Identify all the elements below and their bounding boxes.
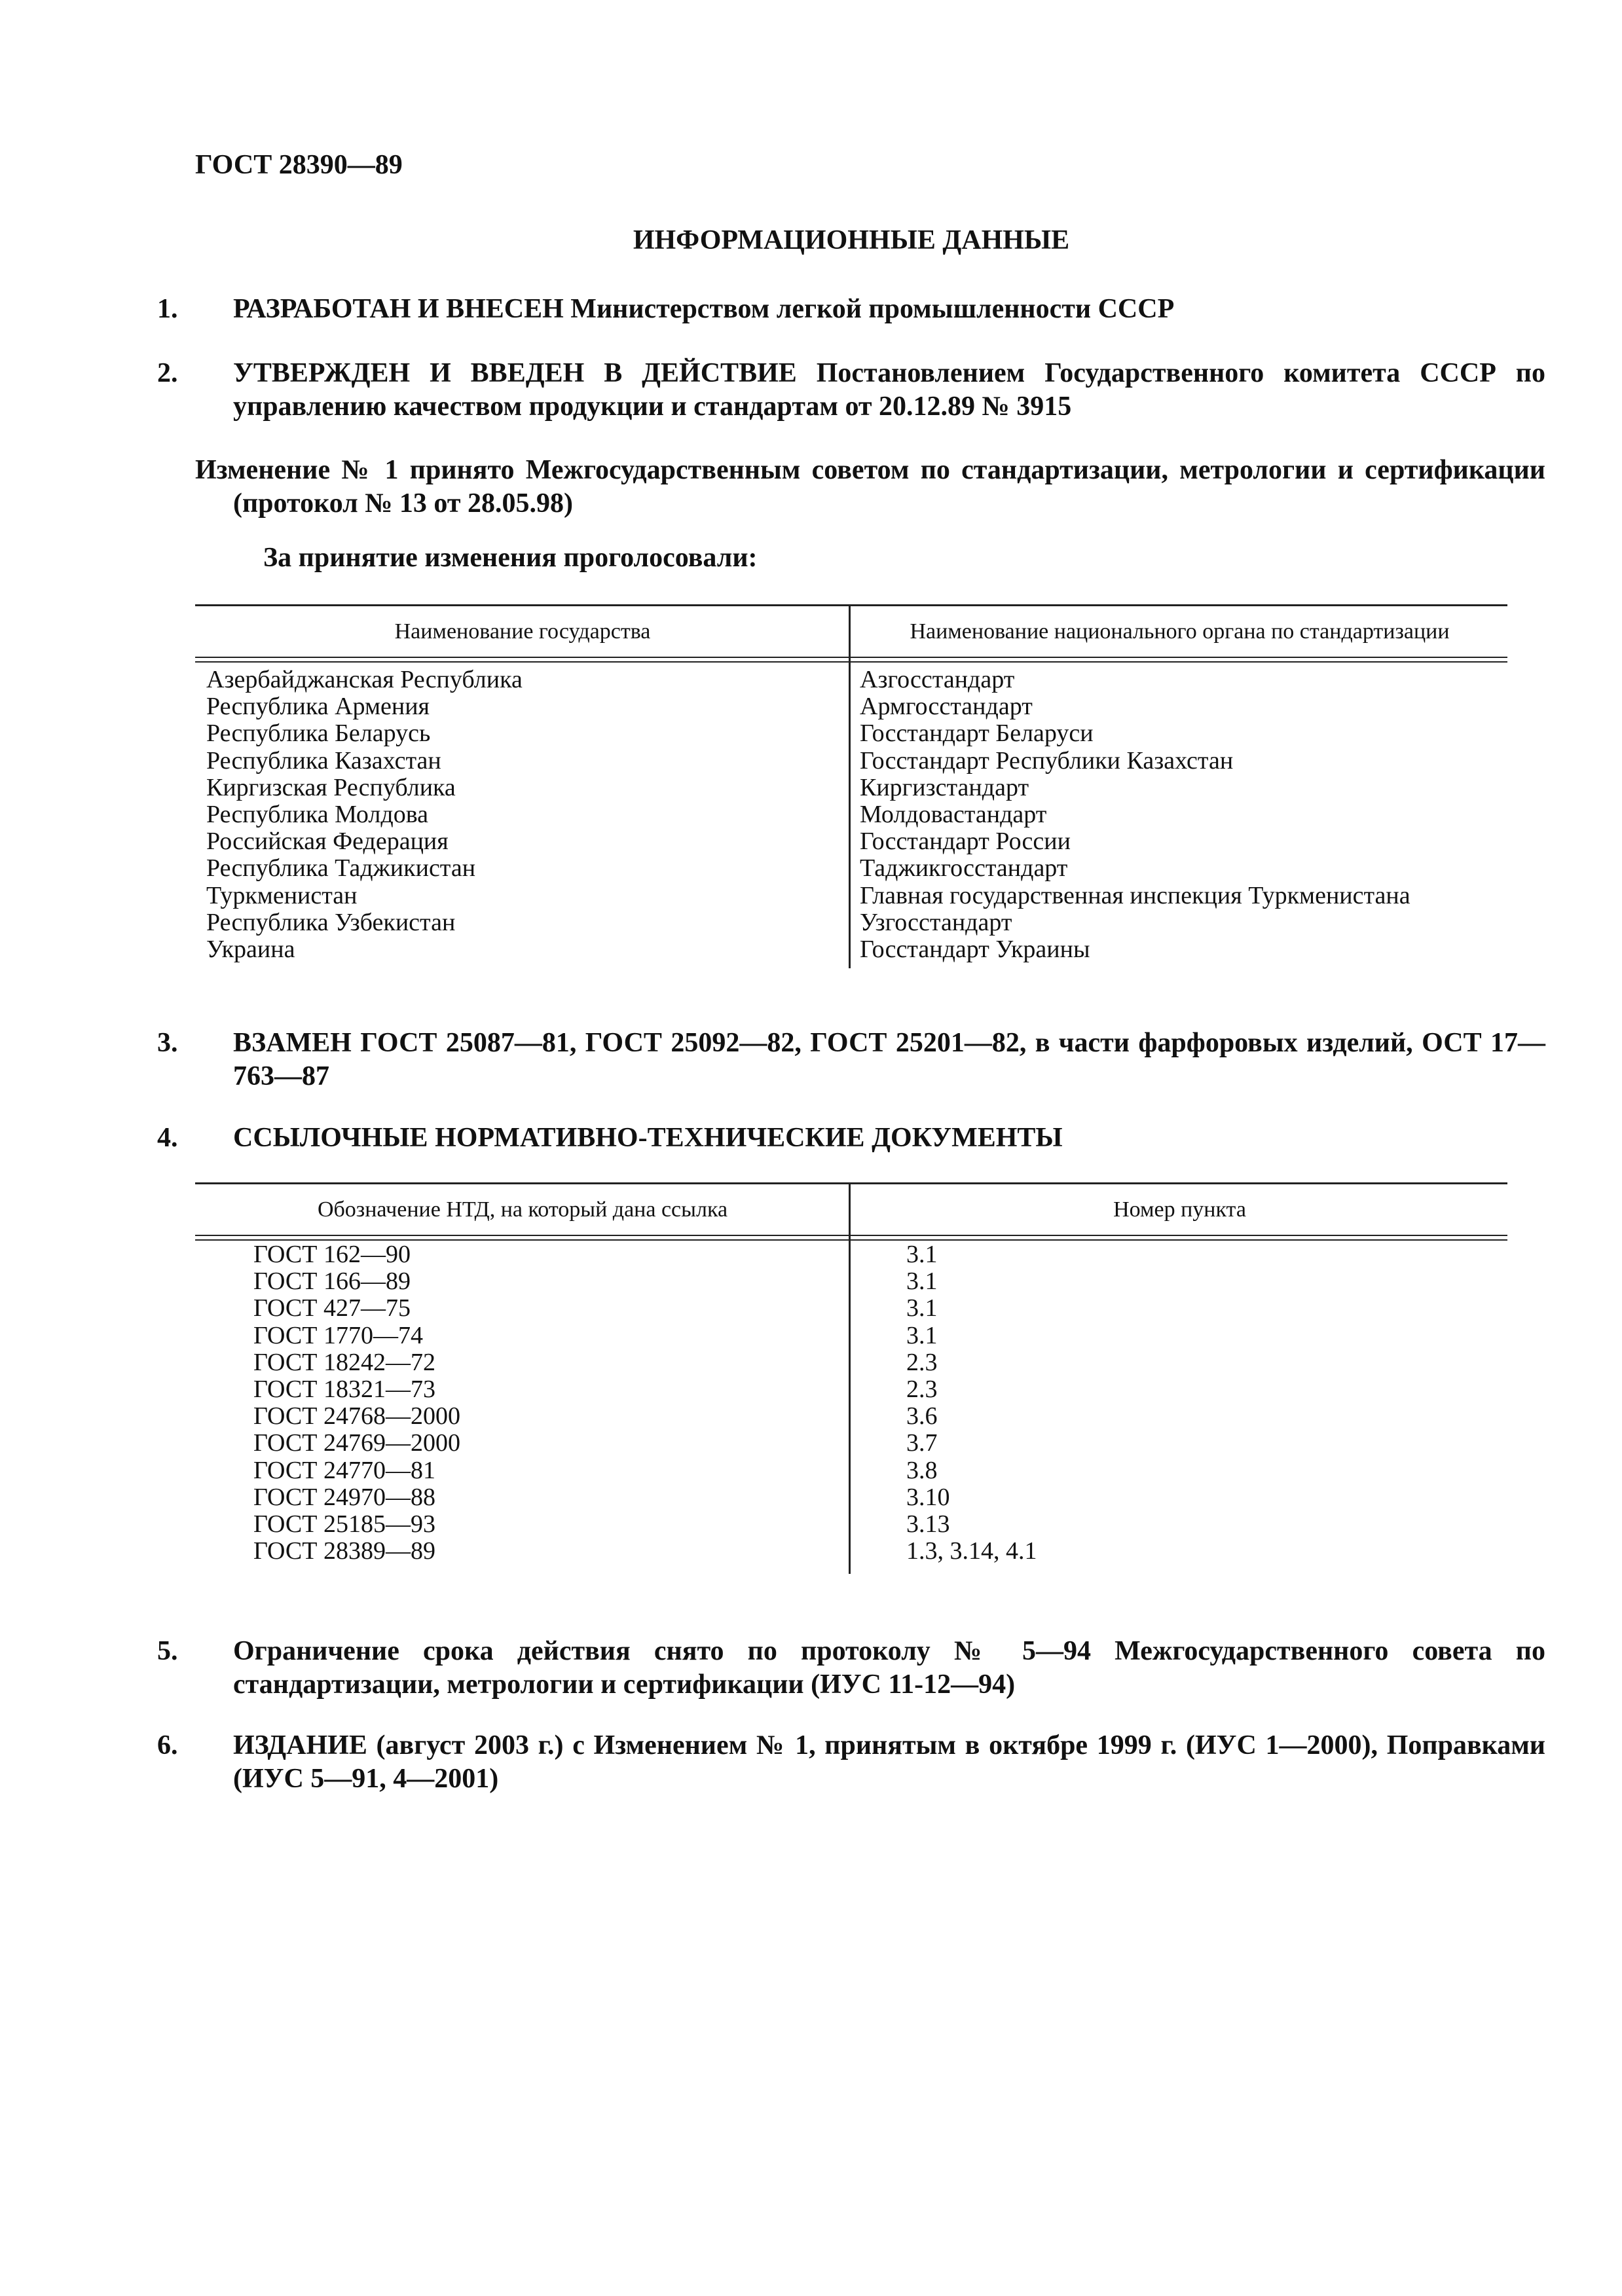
- states-header-state: Наименование государства: [394, 619, 651, 644]
- ref-document-cell: ГОСТ 166—89: [253, 1267, 411, 1296]
- item-5-text: Ограничение срока действия снято по протоколу № 5—94 Межгосударственного совета по стандартизации, метрологии и сертификации (ИУС 11-12—94): [233, 1636, 1545, 1700]
- states-header-body: Наименование национального органа по стандартизации: [910, 619, 1450, 644]
- states-column-body: [860, 666, 1410, 963]
- states-table-divider: [849, 604, 851, 968]
- ref-document-cell: ГОСТ 162—90: [253, 1241, 411, 1268]
- ref-clause-cell: 1.3, 3.14, 4.1: [906, 1537, 1037, 1565]
- refs-table-divider: [849, 1182, 851, 1574]
- ref-clause-cell: 3.6: [906, 1402, 938, 1430]
- state-name-cell: Республика Казахстан: [206, 746, 441, 774]
- state-name-cell: Республика Армения: [206, 693, 430, 721]
- standards-body-cell: Госстандарт Республики Казахстан: [860, 746, 1234, 774]
- item-3: [157, 1027, 1545, 1093]
- ref-document-cell: ГОСТ 24768—2000: [253, 1402, 460, 1430]
- item-4-text: ССЫЛОЧНЫЕ НОРМАТИВНО-ТЕХНИЧЕСКИЕ ДОКУМЕНТЫ: [233, 1123, 1063, 1153]
- refs-column-clause: [906, 1241, 1037, 1565]
- ref-document-cell: ГОСТ 28389—89: [253, 1537, 435, 1565]
- state-name-cell: Республика Беларусь: [206, 720, 431, 748]
- ref-clause-cell: 3.13: [906, 1510, 950, 1539]
- ref-clause-cell: 3.1: [906, 1241, 938, 1268]
- state-name-cell: Туркменистан: [206, 881, 358, 909]
- item-3-number: 3.: [157, 1028, 178, 1058]
- item-6-number: 6.: [157, 1730, 178, 1760]
- ref-clause-cell: 3.8: [906, 1456, 938, 1484]
- ref-document-cell: ГОСТ 427—75: [253, 1294, 411, 1322]
- ref-clause-cell: 3.10: [906, 1483, 950, 1511]
- standards-body-cell: Главная государственная инспекция Туркменистана: [860, 881, 1410, 909]
- refs-column-doc: [253, 1241, 460, 1565]
- item-6: [157, 1729, 1545, 1796]
- document-number: ГОСТ 28390—89: [195, 150, 403, 180]
- refs-table-header-rule-1: [195, 1235, 1507, 1236]
- ref-clause-cell: 3.1: [906, 1321, 938, 1349]
- states-column-state: [206, 666, 523, 963]
- item-4-number: 4.: [157, 1123, 178, 1153]
- item-2-number: 2.: [157, 358, 178, 388]
- item-5: [157, 1635, 1545, 1702]
- item-1-text: РАЗРАБОТАН И ВНЕСЕН Министерством легкой промышленности СССР: [233, 294, 1175, 324]
- ref-clause-cell: 2.3: [906, 1376, 938, 1404]
- refs-header-clause: Номер пункта: [1113, 1197, 1246, 1222]
- item-4: [157, 1121, 1545, 1155]
- ref-document-cell: ГОСТ 24770—81: [253, 1456, 435, 1484]
- standards-body-cell: Армгосстандарт: [860, 693, 1033, 721]
- ref-clause-cell: 3.7: [906, 1429, 938, 1457]
- ref-document-cell: ГОСТ 18321—73: [253, 1376, 435, 1404]
- state-name-cell: Республика Молдова: [206, 801, 429, 829]
- ref-clause-cell: 3.1: [906, 1294, 938, 1322]
- state-name-cell: Азербайджанская Республика: [206, 666, 523, 693]
- ref-document-cell: ГОСТ 1770—74: [253, 1321, 423, 1349]
- ref-clause-cell: 3.1: [906, 1267, 938, 1296]
- states-table-header-rule-2: [195, 661, 1507, 663]
- states-table-header-rule-1: [195, 657, 1507, 658]
- state-name-cell: Республика Узбекистан: [206, 908, 456, 936]
- state-name-cell: Российская Федерация: [206, 828, 449, 856]
- refs-table-top-rule: [195, 1182, 1507, 1184]
- standards-body-cell: Таджикгосстандарт: [860, 854, 1068, 883]
- item-6-text: ИЗДАНИЕ (август 2003 г.) с Изменением № 1, принятым в октябре 1999 г. (ИУС 1—2000), Поправками (ИУС 5—91, 4—2001): [233, 1730, 1545, 1794]
- item-1: [157, 293, 1545, 326]
- state-name-cell: Киргизская Республика: [206, 773, 456, 801]
- refs-header-doc: Обозначение НТД, на который дана ссылка: [317, 1197, 728, 1222]
- standards-body-cell: Госстандарт Украины: [860, 936, 1090, 964]
- ref-document-cell: ГОСТ 18242—72: [253, 1348, 435, 1376]
- state-name-cell: Республика Таджикистан: [206, 854, 476, 883]
- states-table-top-rule: [195, 604, 1507, 606]
- vote-caption: За принятие изменения проголосовали:: [263, 543, 758, 573]
- item-1-number: 1.: [157, 294, 178, 324]
- standards-body-cell: Молдовастандарт: [860, 801, 1047, 829]
- ref-document-cell: ГОСТ 24970—88: [253, 1483, 435, 1511]
- standards-body-cell: Узгосстандарт: [860, 908, 1012, 936]
- item-2-text: УТВЕРЖДЕН И ВВЕДЕН В ДЕЙСТВИЕ Постановлением Государственного комитета СССР по управлению качеством продукции и стандартам от 20.12.89 № 3915: [233, 358, 1545, 422]
- item-3-text: ВЗАМЕН ГОСТ 25087—81, ГОСТ 25092—82, ГОСТ 25201—82, в части фарфоровых изделий, ОСТ 17—763—87: [233, 1028, 1545, 1091]
- state-name-cell: Украина: [206, 936, 295, 964]
- standards-body-cell: Азгосстандарт: [860, 666, 1015, 693]
- item-2: [157, 357, 1545, 424]
- change-note: [195, 454, 1545, 520]
- standards-body-cell: Госстандарт России: [860, 828, 1071, 856]
- standards-body-cell: Госстандарт Беларуси: [860, 720, 1094, 748]
- standards-body-cell: Киргизстандарт: [860, 773, 1029, 801]
- change-note-text: Изменение № 1 принято Межгосударственным советом по стандартизации, метрологии и сертификации (протокол № 13 от 28.05.98): [195, 455, 1545, 519]
- ref-document-cell: ГОСТ 24769—2000: [253, 1429, 460, 1457]
- ref-clause-cell: 2.3: [906, 1348, 938, 1376]
- section-heading: ИНФОРМАЦИОННЫЕ ДАННЫЕ: [633, 225, 1070, 255]
- ref-document-cell: ГОСТ 25185—93: [253, 1510, 435, 1539]
- item-5-number: 5.: [157, 1636, 178, 1666]
